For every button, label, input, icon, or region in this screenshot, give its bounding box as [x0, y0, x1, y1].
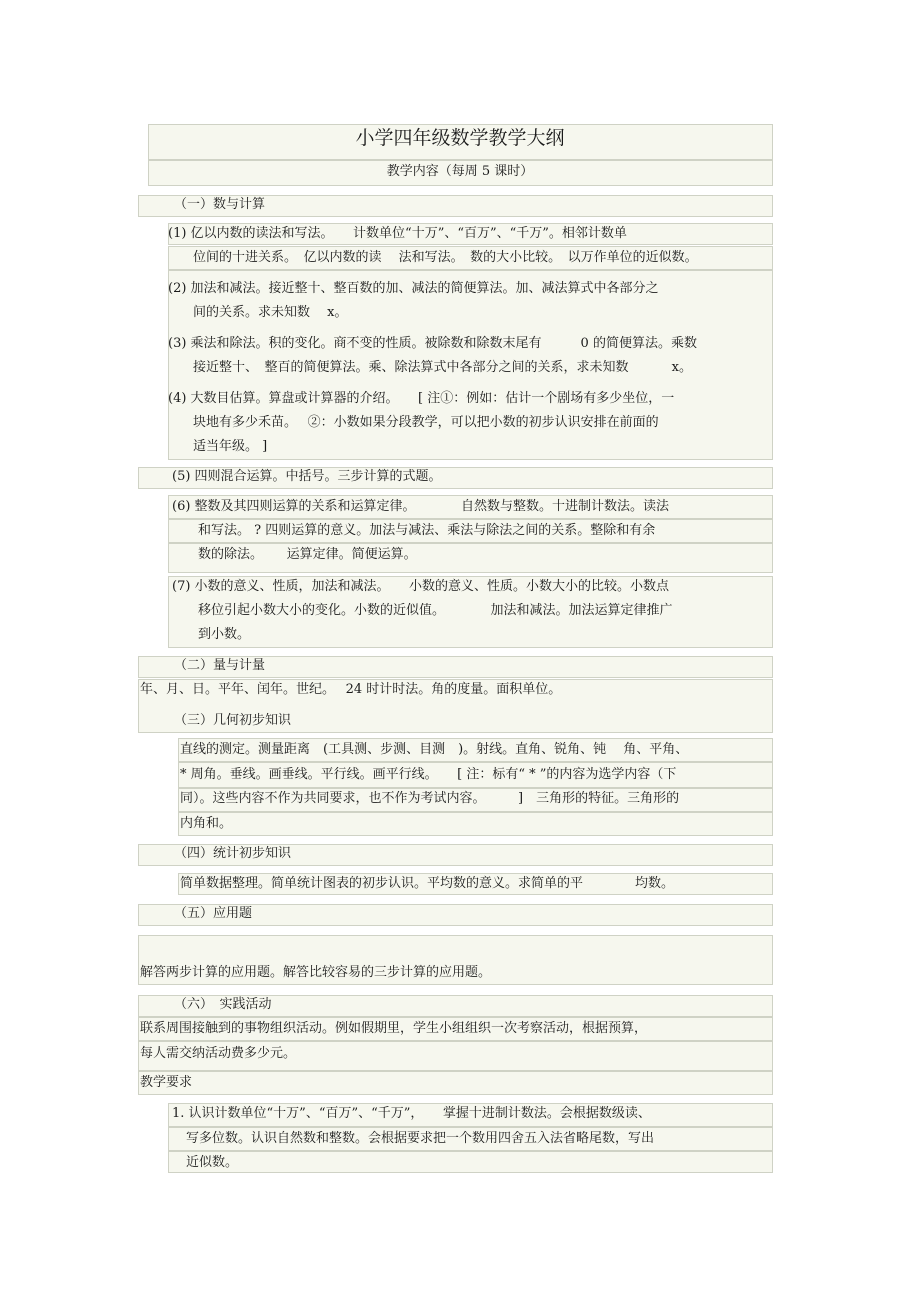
section-heading-practice: （六） 实践活动 [174, 997, 272, 1012]
word-problems-line: 解答两步计算的应用题。解答比较容易的三步计算的应用题。 [140, 965, 492, 980]
item-3-line-2: 接近整十、 整百的简便算法。乘、除法算式中各部分之间的关系，求未知数 x。 [193, 360, 692, 375]
geometry-line-4: 内角和。 [180, 816, 233, 831]
item-6-line-2: 和写法。 ? 四则运算的意义。加法与减法、乘法与除法之间的关系。整除和有余 [198, 523, 656, 538]
item-6-line-3: 数的除法。 运算定律。简便运算。 [198, 547, 417, 562]
item-7-line-3: 到小数。 [198, 627, 251, 642]
measurement-line: 年、月、日。平年、闰年。世纪。 24 时计时法。角的度量。面积单位。 [140, 682, 562, 697]
page-subtitle: 教学内容（每周 5 课时） [386, 164, 534, 179]
geometry-line-1: 直线的测定。测量距离 (工具测、步测、目测 )。射线。直角、锐角、钝 角、平角、 [180, 742, 689, 757]
item-4-line-1: (4) 大数目估算。算盘或计算器的介绍。 [ 注①：例如：估计一个剧场有多少坐位，一 [168, 391, 675, 406]
s3-box-4 [178, 812, 773, 836]
section-heading-measurement: （二）量与计量 [174, 658, 266, 673]
geometry-line-2: * 周角。垂线。画垂线。平行线。画平行线。 [ 注：标有“ * ”的内容为选学内容（下 [180, 767, 677, 782]
section-heading-numbers: （一）数与计算 [174, 197, 266, 212]
section-heading-geometry: （三）几何初步知识 [174, 713, 292, 728]
practice-line-2: 每人需交纳活动费多少元。 [140, 1046, 297, 1061]
item-5-line: (5) 四则混合运算。中括号。三步计算的式题。 [172, 469, 442, 484]
item-2-line-1: (2) 加法和减法。接近整十、整百数的加、减法的简便算法。加、减法算式中各部分之 [168, 281, 659, 296]
requirement-1-line-2: 写多位数。认识自然数和整数。会根据要求把一个数用四舍五入法省略尾数，写出 [186, 1131, 655, 1146]
page-title: 小学四年级数学教学大纲 [355, 127, 565, 149]
item-7-line-1: (7) 小数的意义、性质，加法和减法。 小数的意义、性质。小数大小的比较。小数点 [172, 579, 670, 594]
section-heading-statistics: （四）统计初步知识 [174, 846, 292, 861]
requirement-1-line-1: 1. 认识计数单位“十万”、“百万”、“千万”， 掌握十进制计数法。会根据数级读、 [172, 1106, 651, 1121]
statistics-line: 简单数据整理。简单统计图表的初步认识。平均数的意义。求简单的平 均数。 [180, 876, 675, 891]
item-4-line-2: 块地有多少禾苗。 ②：小数如果分段教学，可以把小数的初步认识安排在前面的 [193, 415, 659, 430]
item-6-line-1: (6) 整数及其四则运算的关系和运算定律。 自然数与整数。十进制计数法。读法 [172, 499, 670, 514]
item-4-line-3: 适当年级。 ] [193, 439, 268, 454]
requirements-heading: 教学要求 [140, 1075, 193, 1090]
item-2-line-2: 间的关系。求未知数 x。 [193, 305, 348, 320]
practice-line-1: 联系周围接触到的事物组织活动。例如假期里，学生小组组织一次考察活动，根据预算， [140, 1021, 648, 1036]
req-box-3 [168, 1151, 773, 1173]
item-1-line-1: (1) 亿以内数的读法和写法。 计数单位“十万”、“百万”、“千万”。相邻计数单 [168, 226, 627, 241]
requirement-1-line-3: 近似数。 [186, 1155, 239, 1170]
item-1-line-2: 位间的十进关系。 亿以内数的读 法和写法。 数的大小比较。 以万作单位的近似数。 [193, 250, 698, 265]
item-7-line-2: 移位引起小数大小的变化。小数的近似值。 加法和减法。加法运算定律推广 [198, 603, 673, 618]
geometry-line-3: 同）。这些内容不作为共同要求，也不作为考试内容。 ] 三角形的特征。三角形的 [180, 791, 680, 806]
item-3-line-1: (3) 乘法和除法。积的变化。商不变的性质。被除数和除数末尾有 0 的简便算法。乘数 [168, 336, 697, 351]
req-heading-box [138, 1071, 773, 1095]
section-heading-word-problems: （五）应用题 [174, 906, 253, 921]
